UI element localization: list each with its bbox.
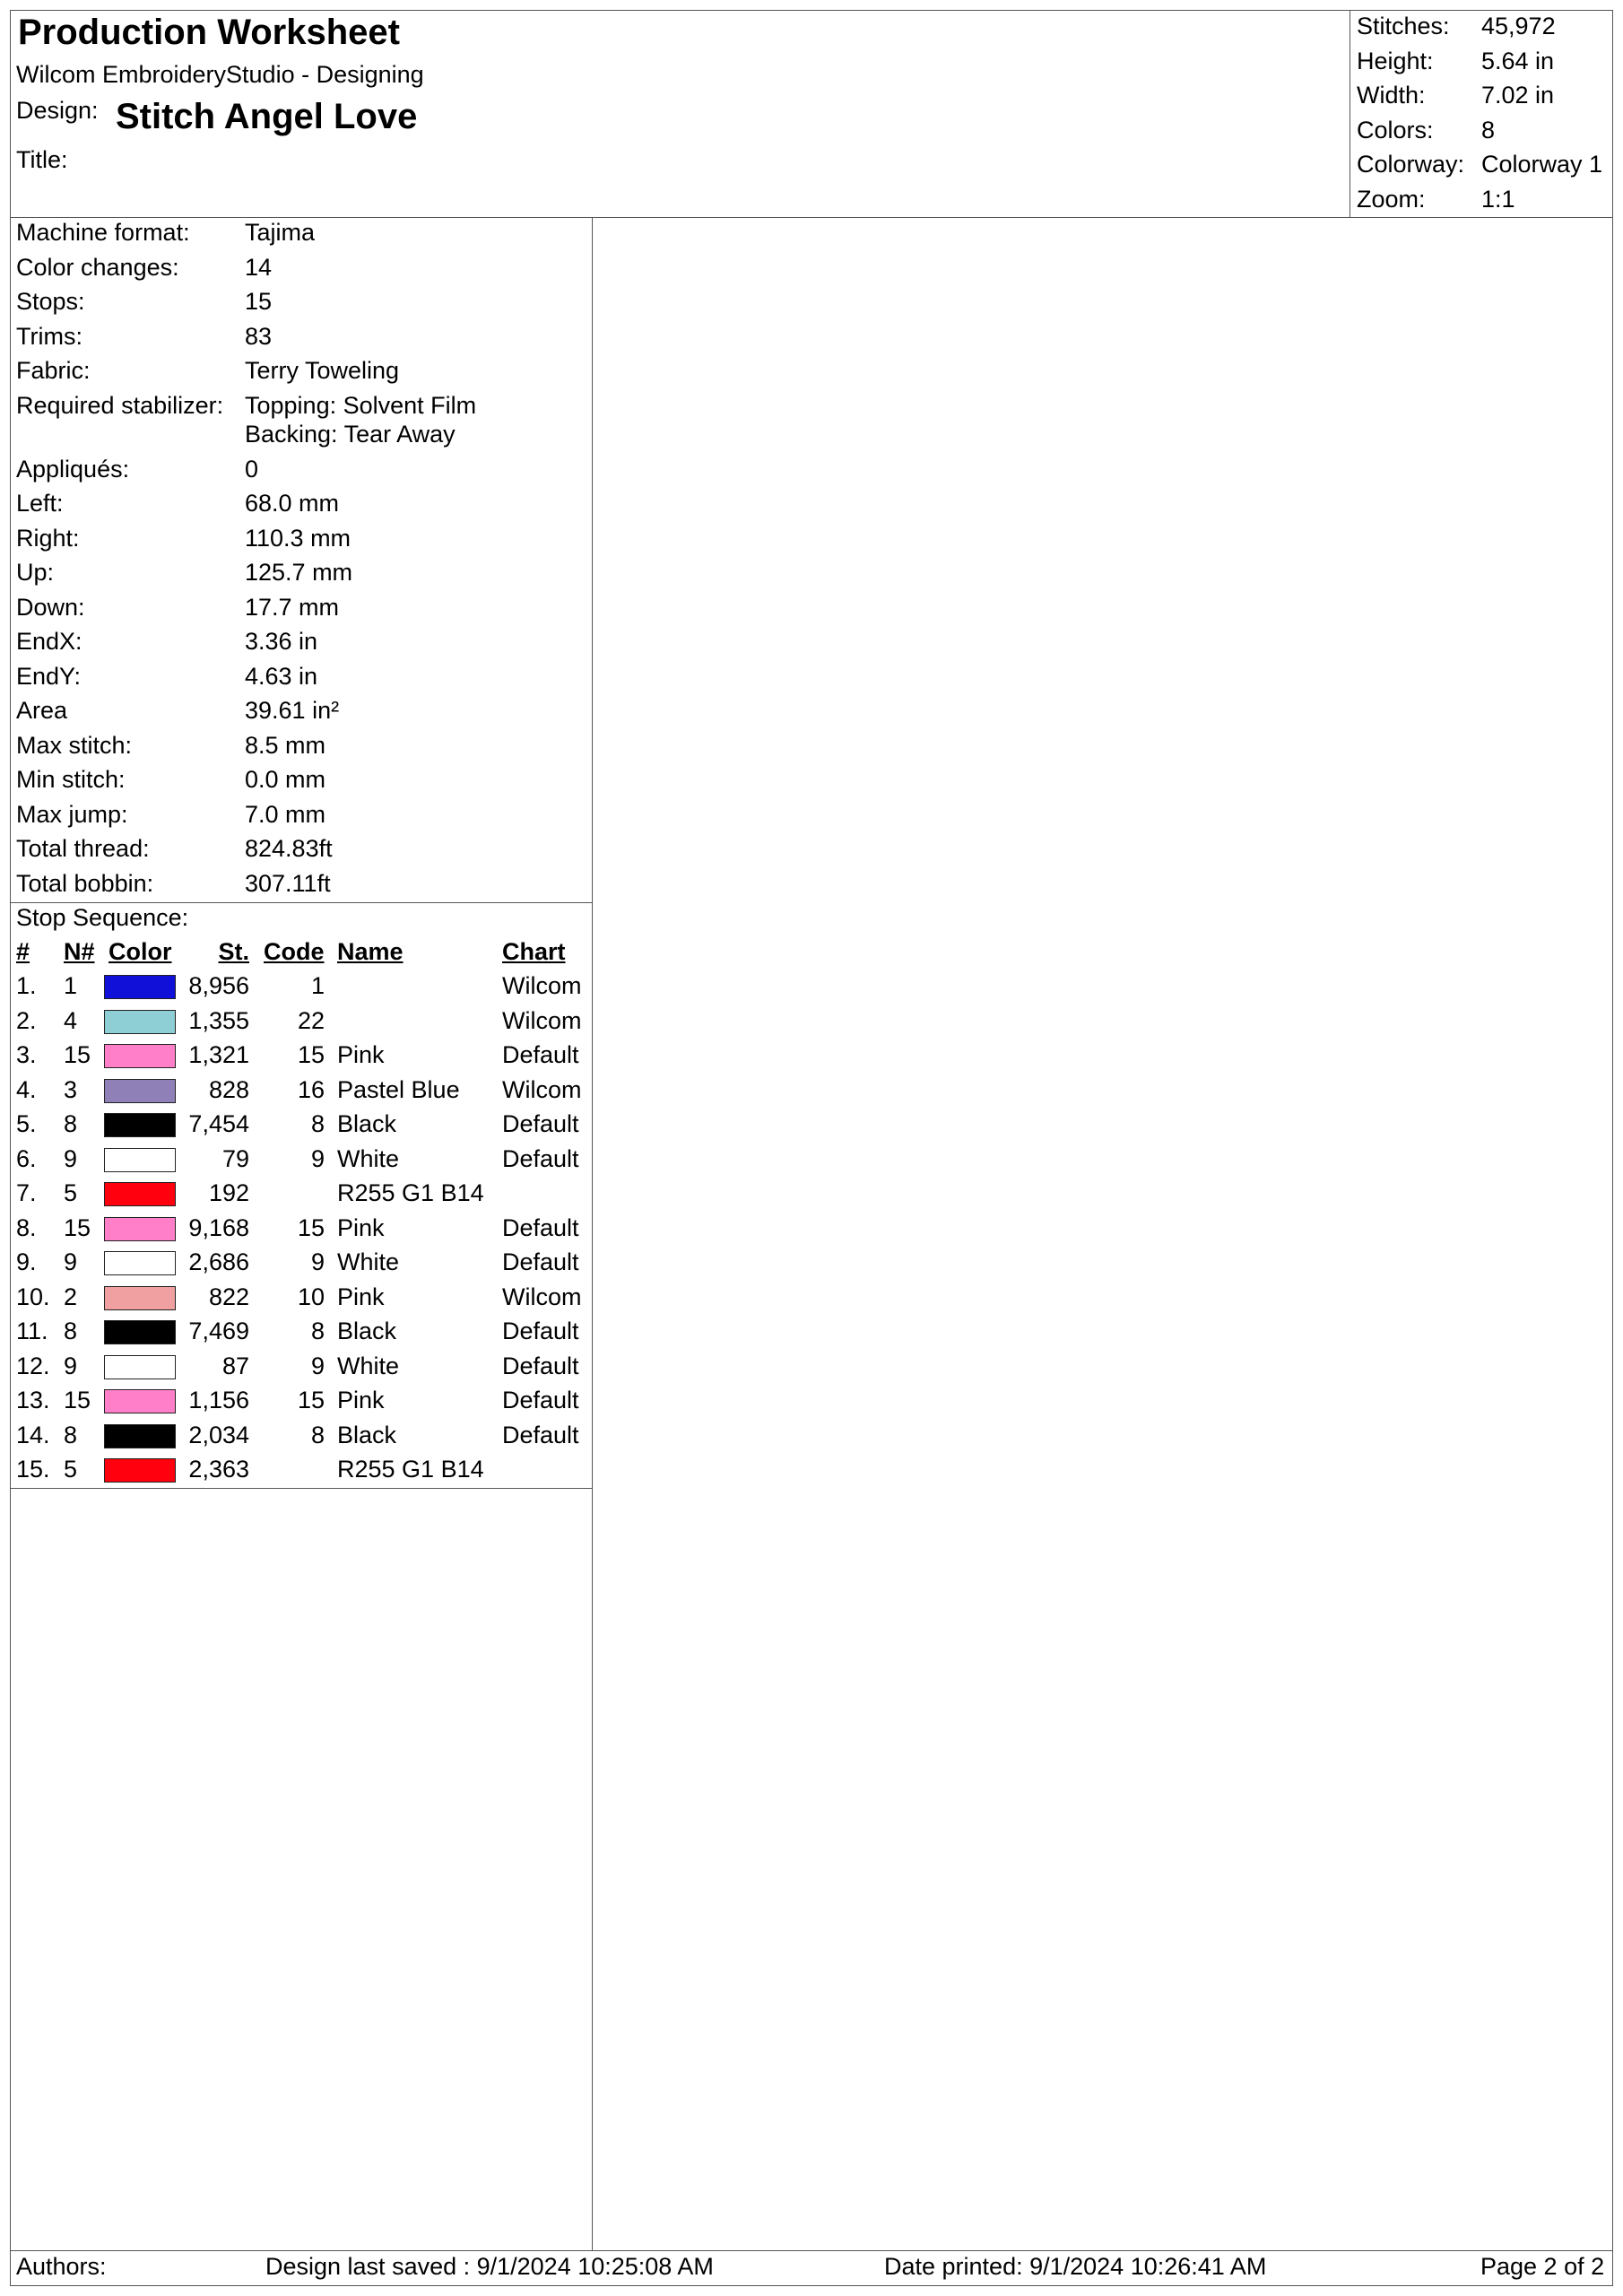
stops-divider bbox=[10, 1488, 593, 1489]
detail-value: 14 bbox=[245, 253, 273, 281]
stop-chart: Default bbox=[502, 1110, 579, 1137]
column-divider bbox=[592, 217, 593, 2251]
stop-stitches: 1,355 bbox=[188, 1006, 249, 1034]
stop-stitches: 1,321 bbox=[188, 1041, 249, 1068]
detail-label: Max stitch: bbox=[16, 731, 133, 759]
color-swatch bbox=[104, 1389, 176, 1413]
last-saved: Design last saved : 9/1/2024 10:25:08 AM bbox=[265, 2253, 714, 2280]
detail-value: 39.61 in² bbox=[245, 697, 340, 725]
stop-stitches: 7,469 bbox=[188, 1318, 249, 1344]
detail-label: Machine format: bbox=[16, 219, 190, 246]
stop-thread-name: White bbox=[337, 1248, 400, 1275]
color-swatch bbox=[104, 1251, 176, 1275]
authors-label: Authors: bbox=[16, 2253, 107, 2280]
color-swatch bbox=[104, 975, 176, 999]
stop-thread-name: Pink bbox=[337, 1283, 385, 1310]
summary-value: 1:1 bbox=[1481, 185, 1515, 213]
stop-code: 16 bbox=[297, 1075, 325, 1103]
detail-value: Terry Toweling bbox=[245, 357, 400, 384]
stop-index: 15. bbox=[16, 1456, 50, 1483]
col-header-stitches: St. bbox=[218, 938, 249, 965]
stop-chart: Wilcom bbox=[502, 1075, 582, 1103]
detail-label: Down: bbox=[16, 593, 85, 621]
detail-value: 307.11ft bbox=[245, 869, 331, 897]
worksheet-frame bbox=[10, 10, 1613, 2286]
stop-thread-name: Pink bbox=[337, 1041, 385, 1068]
detail-value: 3.36 in bbox=[245, 628, 318, 656]
detail-value: 125.7 mm bbox=[245, 559, 353, 587]
stop-needle: 3 bbox=[64, 1075, 78, 1103]
stop-thread-name: Black bbox=[337, 1110, 397, 1137]
stop-needle: 8 bbox=[64, 1421, 78, 1448]
stop-index: 1. bbox=[16, 972, 37, 999]
stop-index: 14. bbox=[16, 1421, 50, 1448]
color-swatch bbox=[104, 1424, 176, 1448]
stop-index: 11. bbox=[16, 1318, 48, 1344]
summary-label: Width: bbox=[1357, 82, 1426, 109]
stop-code: 8 bbox=[310, 1421, 325, 1448]
stop-needle: 5 bbox=[64, 1456, 78, 1483]
summary-label: Colors: bbox=[1357, 116, 1434, 144]
summary-label: Zoom: bbox=[1357, 185, 1426, 213]
summary-label: Stitches: bbox=[1357, 13, 1450, 39]
stop-needle: 9 bbox=[64, 1144, 78, 1172]
summary-value: Colorway 1 bbox=[1481, 151, 1603, 178]
detail-label: Total bobbin: bbox=[16, 869, 154, 897]
detail-label: EndX: bbox=[16, 628, 82, 656]
stop-needle: 1 bbox=[64, 972, 78, 999]
detail-label: EndY: bbox=[16, 662, 82, 690]
stop-chart: Wilcom bbox=[502, 972, 582, 999]
design-label: Design: bbox=[16, 97, 99, 124]
detail-value: 15 bbox=[245, 288, 273, 315]
stop-stitches: 2,363 bbox=[188, 1456, 249, 1483]
detail-value: 824.83ft bbox=[245, 835, 333, 863]
color-swatch bbox=[104, 1182, 176, 1206]
detail-value: 17.7 mm bbox=[245, 593, 340, 621]
stop-chart: Default bbox=[502, 1041, 579, 1068]
detail-label: Stops: bbox=[16, 288, 85, 315]
stop-thread-name: Black bbox=[337, 1421, 397, 1448]
color-swatch bbox=[104, 1044, 176, 1068]
col-header-color: Color bbox=[108, 938, 172, 965]
stop-index: 3. bbox=[16, 1041, 37, 1068]
header-divider bbox=[10, 217, 1613, 218]
summary-value: 8 bbox=[1481, 116, 1496, 144]
summary-label: Colorway: bbox=[1357, 151, 1465, 178]
stop-index: 2. bbox=[16, 1006, 37, 1034]
detail-label: Color changes: bbox=[16, 253, 179, 281]
stop-code: 8 bbox=[310, 1110, 325, 1137]
stop-code: 1 bbox=[310, 972, 325, 999]
stop-index: 9. bbox=[16, 1248, 37, 1275]
col-header-index: # bbox=[16, 938, 30, 965]
detail-label: Right: bbox=[16, 524, 80, 552]
color-swatch bbox=[104, 1355, 176, 1379]
color-swatch bbox=[104, 1217, 176, 1241]
stop-stitches: 822 bbox=[208, 1283, 249, 1310]
stop-needle: 4 bbox=[64, 1006, 78, 1034]
color-swatch bbox=[104, 1458, 176, 1483]
stop-code: 15 bbox=[297, 1387, 325, 1413]
stop-index: 5. bbox=[16, 1110, 37, 1137]
stop-stitches: 1,156 bbox=[188, 1387, 249, 1413]
detail-label: Appliqués: bbox=[16, 455, 130, 483]
stop-thread-name: Black bbox=[337, 1318, 397, 1344]
color-swatch bbox=[104, 1286, 176, 1310]
stop-thread-name: White bbox=[337, 1352, 400, 1379]
stop-chart: Default bbox=[502, 1213, 579, 1241]
date-printed: Date printed: 9/1/2024 10:26:41 AM bbox=[884, 2253, 1267, 2280]
stop-index: 12. bbox=[16, 1352, 50, 1379]
stop-index: 8. bbox=[16, 1213, 37, 1241]
design-name: Stitch Angel Love bbox=[116, 97, 418, 136]
color-swatch bbox=[104, 1148, 176, 1172]
stop-stitches: 79 bbox=[221, 1144, 249, 1172]
stop-needle: 9 bbox=[64, 1248, 78, 1275]
stop-needle: 2 bbox=[64, 1283, 78, 1310]
software-name: Wilcom EmbroideryStudio - Designing bbox=[16, 61, 424, 88]
stop-code: 22 bbox=[297, 1006, 325, 1034]
stop-index: 7. bbox=[16, 1179, 37, 1206]
stop-index: 6. bbox=[16, 1144, 37, 1172]
stop-thread-name: R255 G1 B14 bbox=[337, 1456, 484, 1483]
stop-thread-name: R255 G1 B14 bbox=[337, 1179, 484, 1206]
stop-stitches: 87 bbox=[221, 1352, 249, 1379]
stop-thread-name: Pastel Blue bbox=[337, 1075, 460, 1103]
stop-stitches: 8,956 bbox=[188, 972, 249, 999]
col-header-code: Code bbox=[264, 938, 325, 965]
stop-index: 10. bbox=[16, 1283, 50, 1310]
stop-code: 9 bbox=[310, 1248, 325, 1275]
stop-chart: Wilcom bbox=[502, 1283, 582, 1310]
stop-code: 15 bbox=[297, 1213, 325, 1241]
stop-index: 4. bbox=[16, 1075, 37, 1103]
detail-value: 110.3 mm bbox=[245, 524, 352, 552]
stop-sequence-label: Stop Sequence: bbox=[16, 904, 189, 931]
detail-label: Fabric: bbox=[16, 357, 91, 384]
detail-value-continued: Backing: Tear Away bbox=[245, 420, 456, 448]
col-header-chart: Chart bbox=[502, 938, 566, 965]
page-title: Production Worksheet bbox=[18, 13, 400, 52]
detail-value: 0.0 mm bbox=[245, 766, 326, 794]
detail-value: 8.5 mm bbox=[245, 731, 326, 759]
stop-chart: Default bbox=[502, 1248, 579, 1275]
summary-value: 7.02 in bbox=[1481, 82, 1555, 109]
stop-needle: 9 bbox=[64, 1352, 78, 1379]
stop-chart: Default bbox=[502, 1421, 579, 1448]
detail-label: Max jump: bbox=[16, 800, 128, 828]
stop-chart: Default bbox=[502, 1352, 579, 1379]
stop-needle: 15 bbox=[64, 1387, 91, 1413]
stop-needle: 8 bbox=[64, 1318, 78, 1344]
stop-thread-name: White bbox=[337, 1144, 400, 1172]
stop-needle: 5 bbox=[64, 1179, 78, 1206]
stop-needle: 15 bbox=[64, 1041, 91, 1068]
summary-value: 5.64 in bbox=[1481, 47, 1555, 74]
summary-label: Height: bbox=[1357, 47, 1434, 74]
detail-label: Up: bbox=[16, 559, 55, 587]
color-swatch bbox=[104, 1010, 176, 1034]
page-number: Page 2 of 2 bbox=[1480, 2253, 1605, 2280]
stop-chart: Default bbox=[502, 1144, 579, 1172]
col-header-name: Name bbox=[337, 938, 404, 965]
stop-chart: Default bbox=[502, 1318, 579, 1344]
detail-value: Tajima bbox=[245, 219, 316, 246]
detail-value: 4.63 in bbox=[245, 662, 318, 690]
detail-label: Area bbox=[16, 697, 68, 725]
stop-code: 15 bbox=[297, 1041, 325, 1068]
detail-label: Trims: bbox=[16, 322, 82, 350]
color-swatch bbox=[104, 1320, 176, 1344]
stop-needle: 8 bbox=[64, 1110, 78, 1137]
stop-chart: Wilcom bbox=[502, 1006, 582, 1034]
stop-thread-name: Pink bbox=[337, 1213, 385, 1241]
stop-stitches: 9,168 bbox=[188, 1213, 249, 1241]
details-divider bbox=[10, 902, 593, 903]
stop-needle: 15 bbox=[64, 1213, 91, 1241]
stop-index: 13. bbox=[16, 1387, 50, 1413]
title-label: Title: bbox=[16, 146, 68, 173]
detail-value: Topping: Solvent Film bbox=[245, 391, 477, 419]
detail-value: 0 bbox=[245, 455, 259, 483]
stop-code: 9 bbox=[310, 1352, 325, 1379]
stop-chart: Default bbox=[502, 1387, 579, 1413]
detail-value: 83 bbox=[245, 322, 273, 350]
stop-stitches: 192 bbox=[208, 1179, 249, 1206]
stop-stitches: 2,034 bbox=[188, 1421, 249, 1448]
stop-code: 8 bbox=[310, 1318, 325, 1344]
summary-value: 45,972 bbox=[1481, 13, 1556, 39]
stop-thread-name: Pink bbox=[337, 1387, 385, 1413]
stop-stitches: 828 bbox=[208, 1075, 249, 1103]
detail-value: 68.0 mm bbox=[245, 490, 340, 517]
detail-label: Min stitch: bbox=[16, 766, 126, 794]
detail-label: Total thread: bbox=[16, 835, 150, 863]
detail-label: Required stabilizer: bbox=[16, 391, 224, 419]
stop-code: 10 bbox=[297, 1283, 325, 1310]
footer-divider bbox=[10, 2250, 1613, 2251]
detail-label: Left: bbox=[16, 490, 64, 517]
color-swatch bbox=[104, 1079, 176, 1103]
stop-stitches: 7,454 bbox=[188, 1110, 249, 1137]
detail-value: 7.0 mm bbox=[245, 800, 326, 828]
stop-stitches: 2,686 bbox=[188, 1248, 249, 1275]
stop-code: 9 bbox=[310, 1144, 325, 1172]
color-swatch bbox=[104, 1113, 176, 1137]
col-header-needle: N# bbox=[64, 938, 95, 965]
